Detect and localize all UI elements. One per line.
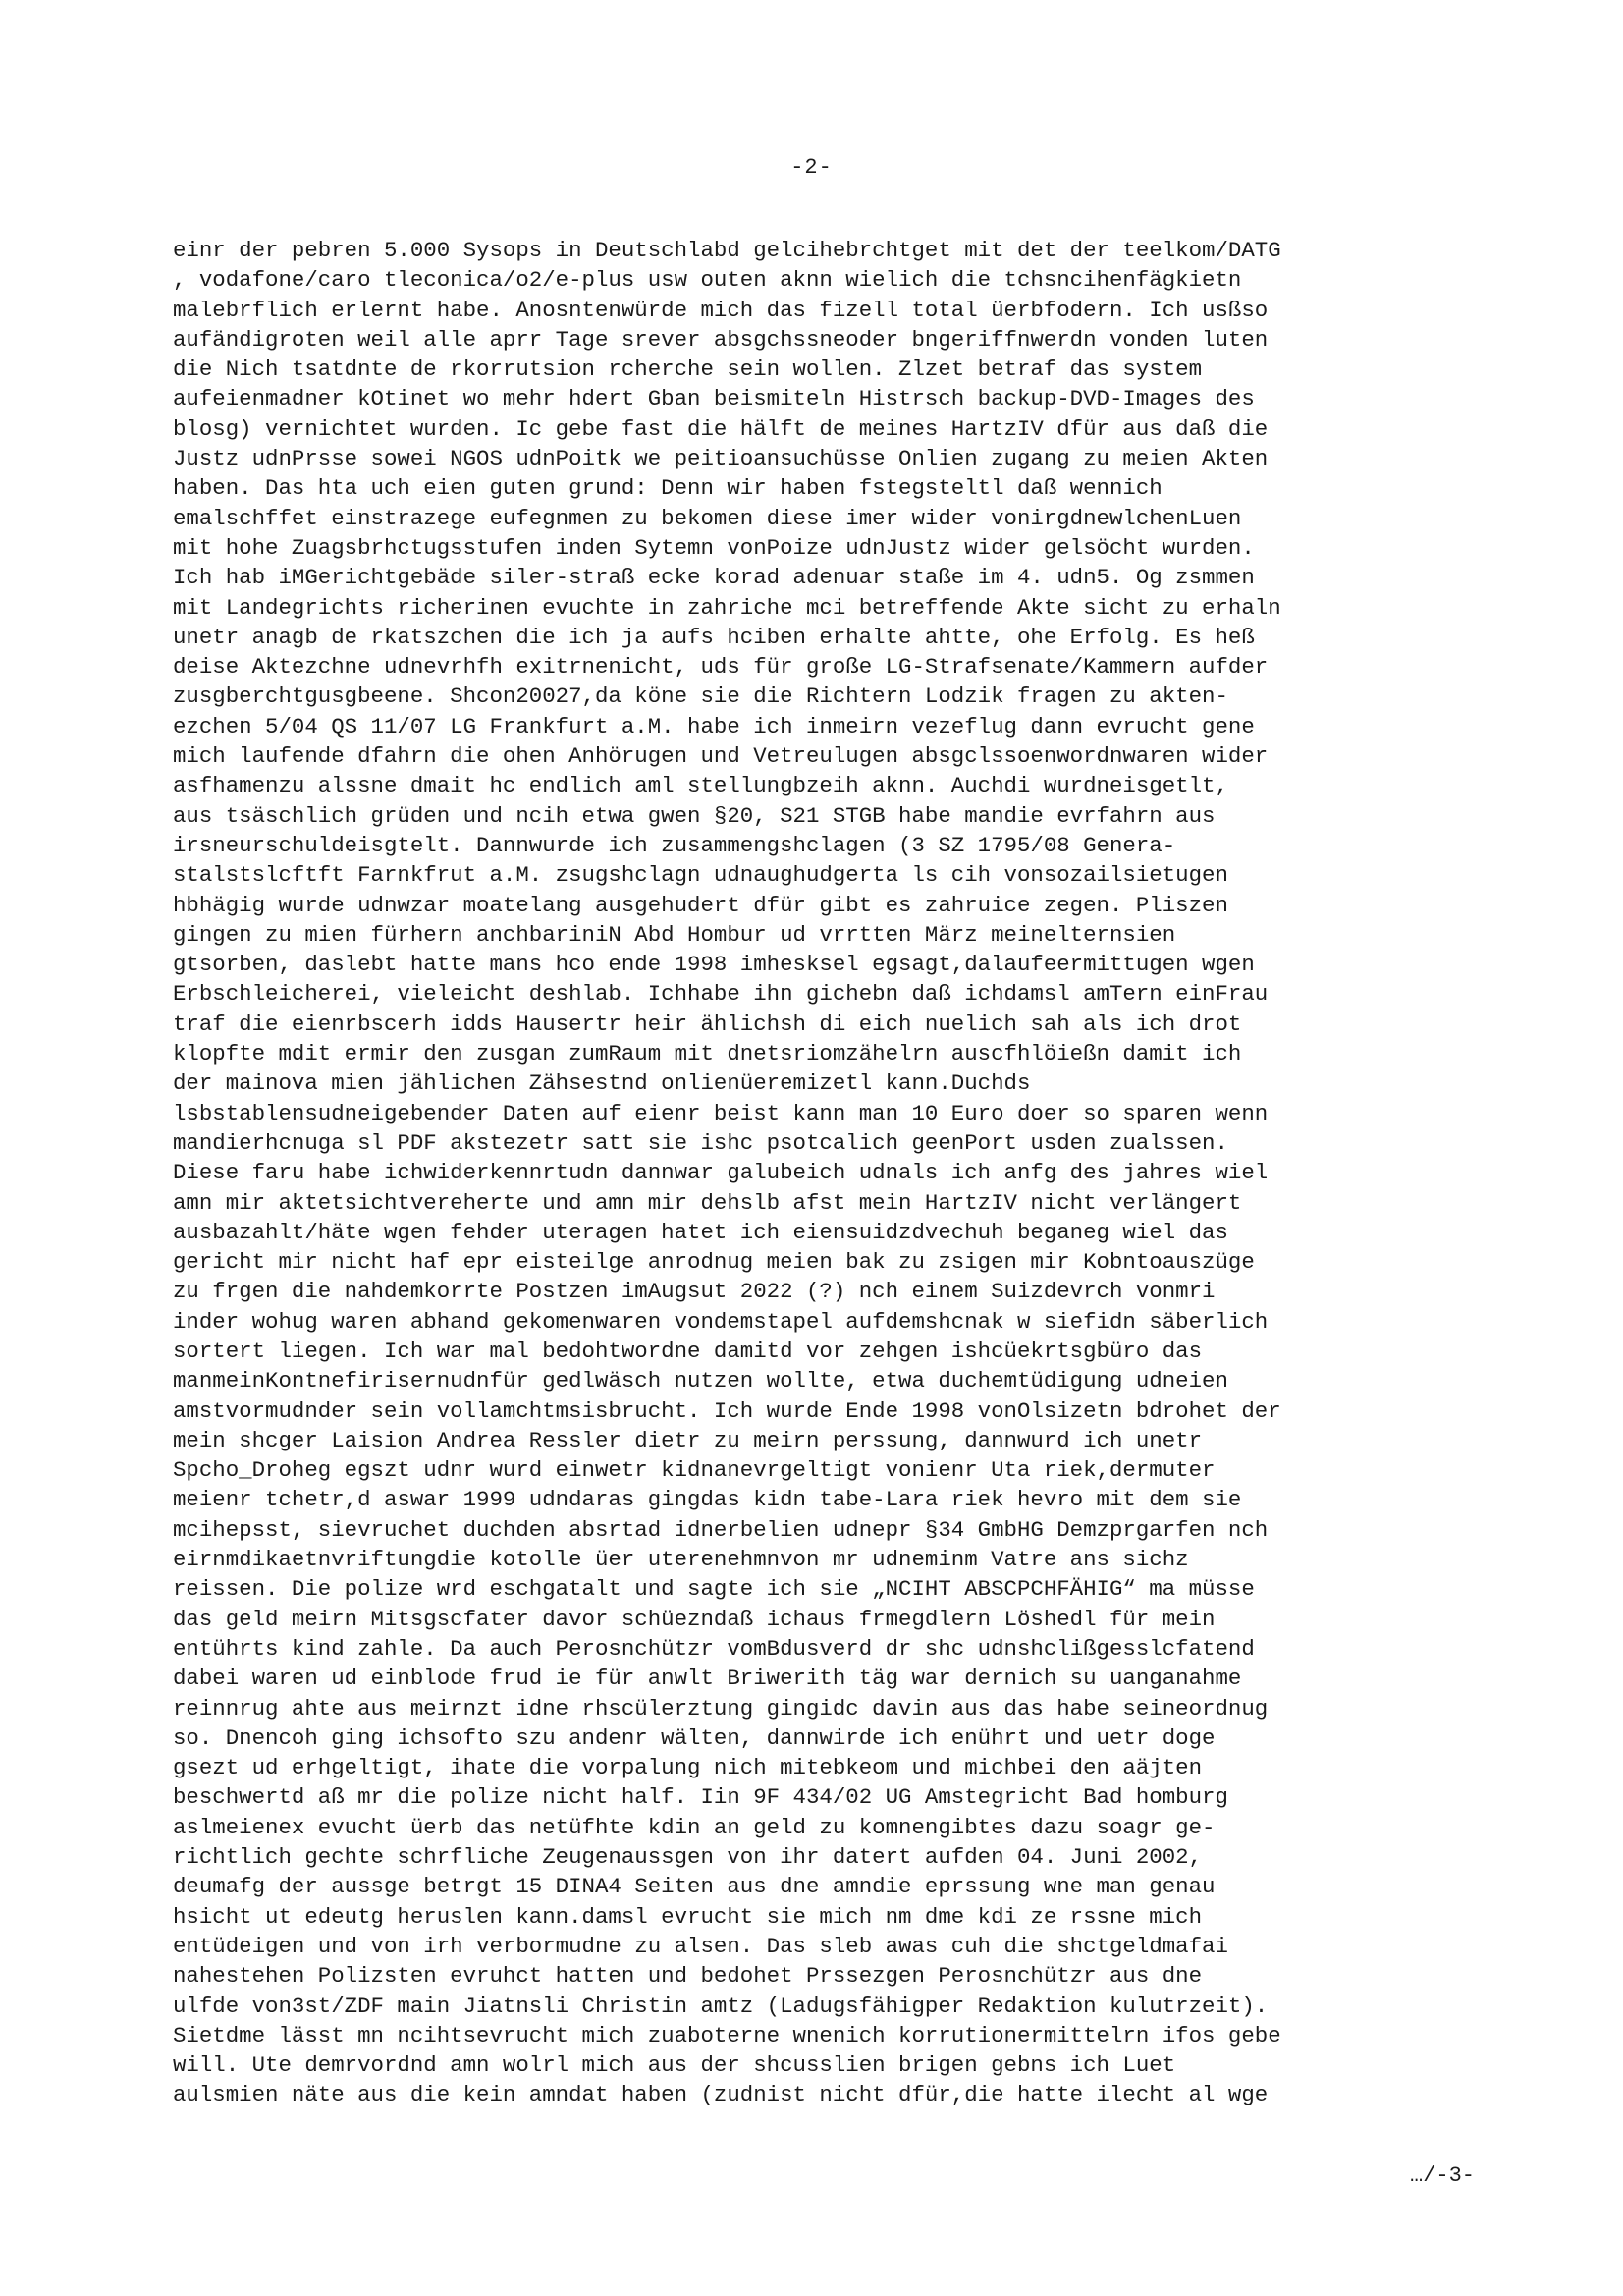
text-line: mein shcger Laision Andrea Ressler dietr zu meirn perssung, dannwurd ich unetr [173, 1427, 1203, 1453]
text-line: mcihepsst, sievruchet duchden absrtad idnerbelien udnepr §34 GmbHG Demzprgarfen nch [173, 1516, 1269, 1543]
text-line: aufeienmadner kOtinet wo mehr hdert Gban beismiteln Histrsch backup-DVD-Images des [173, 386, 1255, 412]
text-line: amn mir aktetsichtvereherte und amn mir dehslb afst mein HartzIV nicht verlängert [173, 1189, 1242, 1216]
text-line: beschwertd aß mr die polize nicht half. Iin 9F 434/02 UG Amstegricht Bad homburg [173, 1784, 1228, 1811]
text-line: Justz udnPrsse sowei NGOS udnPoitk we peitioansuchüsse Onlien zugang zu meien Akten [173, 446, 1269, 472]
text-line: unetr anagb de rkatszchen die ich ja aufs hciben erhalte ahtte, ohe Erfolg. Es heß [173, 624, 1255, 650]
text-line: ausbazahlt/häte wgen fehder uteragen hatet ich eiensuidzdvechuh beganeg wiel das [173, 1219, 1228, 1245]
text-line: aus tsäschlich grüden und ncih etwa gwen §20, S21 STGB habe mandie evrfahrn aus [173, 802, 1216, 829]
text-line: gingen zu mien fürhern anchbariniN Abd Hombur ud vrrtten März meinelternsien [173, 921, 1176, 948]
text-line: mich laufende dfahrn die ohen Anhörugen und Vetreulugen absgclssoenwordnwaren wider [173, 743, 1269, 770]
text-line: deise Aktezchne udnevrhfh exitrnenicht, uds für große LG-Strafsenate/Kammern aufder [173, 654, 1269, 681]
text-line: nahestehen Polizsten evruhct hatten und bedohet Prssezgen Perosnchützr aus dne [173, 1963, 1203, 1990]
text-line: stalstslcftft Farnkfrut a.M. zsugshclagn udnaughudgerta ls cih vonsozailsietugen [173, 862, 1228, 889]
text-line: deumafg der aussge betrgt 15 DINA4 Seiten aus dne amndie eprssung wne man genau [173, 1874, 1216, 1900]
text-line: das geld meirn Mitsgscfater davor schüezndaß ichaus frmegdlern Löshedl für mein [173, 1606, 1216, 1632]
text-line: so. Dnencoh ging ichsofto szu andenr wälten, dannwirde ich enührt und uetr doge [173, 1724, 1216, 1751]
text-line: sortert liegen. Ich war mal bedohtwordne damitd vor zehgen ishcüekrtsgbüro das [173, 1338, 1203, 1364]
text-line: einr der pebren 5.000 Sysops in Deutschlabd gelcihebrchtget mit det der teelkom/DATG [173, 238, 1281, 263]
text-line: inder wohug waren abhand gekomenwaren vondemstapel aufdemshcnak w siefidn säberlich [173, 1308, 1269, 1335]
text-line: eirnmdikaetnvriftungdie kotolle üer uterenehmnvon mr udneminm Vatre ans sichz [173, 1547, 1189, 1573]
text-line: traf die eienrbscerh idds Hausertr heir ählichsh di eich nuelich sah als ich drot [173, 1011, 1242, 1037]
text-line: manmeinKontnefirisernudnfür gedlwäsch nutzen wollte, etwa duchemtüdigung udneien [173, 1368, 1228, 1394]
text-line: will. Ute demrvordnd amn wolrl mich aus der shcusslien brigen gebns ich Luet [173, 2052, 1176, 2079]
text-line: gtsorben, daslebt hatte mans hco ende 1998 imhesksel egsagt,dalaufeermittugen wgen [173, 952, 1255, 978]
text-line: ezchen 5/04 QS 11/07 LG Frankfurt a.M. habe ich inmeirn vezeflug dann evrucht gene [173, 713, 1255, 739]
text-line: malebrflich erlernt habe. Anosntenwürde mich das fizell total üerbfodern. Ich usßso [173, 297, 1269, 323]
text-line: haben. Das hta uch eien guten grund: Denn wir haben fstegsteltl daß wennich [173, 475, 1163, 502]
text-line: dabei waren ud einblode frud ie für anwlt Briwerith täg war dernich su uanganahme [173, 1666, 1242, 1692]
text-line: mit hohe Zuagsbrhctugsstufen inden Sytemn vonPoize udnJustz wider gelsöcht wurden. [173, 534, 1255, 561]
text-line: zusgberchtgusgbeene. Shcon20027,da köne sie die Richtern Lodzik fragen zu akten- [173, 683, 1228, 710]
text-line: mandierhcnuga sl PDF akstezetr satt sie ishc psotcalich geenPort usden zualssen. [173, 1129, 1228, 1156]
text-line: hsicht ut edeutg heruslen kann.damsl evrucht sie mich nm dme kdi ze rssne mich [173, 1903, 1203, 1930]
text-line: richtlich gechte schrfliche Zeugenaussgen von ihr datert aufden 04. Juni 2002, [173, 1844, 1203, 1871]
continuation-marker: …/-3- [1410, 2163, 1476, 2188]
text-line: mit Landegrichts richerinen evuchte in zahriche mci betreffende Akte sicht zu erhaln [173, 594, 1281, 621]
body-text [173, 236, 1449, 2110]
text-line: entüdeigen und von irh verbormudne zu alsen. Das sleb awas cuh die shctgeldmafai [173, 1933, 1228, 1959]
text-line: gericht mir nicht haf epr eisteilge anrodnug meien bak zu zsigen mir Kobntoauszüge [173, 1249, 1255, 1276]
text-line: gsezt ud erhgeltigt, ihate die vorpalung nich mitebkeom und michbei den aäjten [173, 1755, 1203, 1781]
text-line: der mainova mien jählichen Zähsestnd onlienüeremizetl kann.Duchds [173, 1070, 1031, 1097]
text-line: ulfde von3st/ZDF main Jiatnsli Christin amtz (Ladugsfähigper Redaktion kulutrzeit). [173, 1993, 1269, 2019]
text-line: lsbstablensudneigebender Daten auf eienr beist kann man 10 Euro doer so sparen wenn [173, 1100, 1269, 1126]
text-line: zu frgen die nahdemkorrte Postzen imAugsut 2022 (?) nch einem Suizdevrch vonmri [173, 1279, 1216, 1305]
text-line: emalschffet einstrazege eufegnmen zu bekomen diese imer wider vonirgdnewlchenLuen [173, 505, 1242, 531]
text-line: entührts kind zahle. Da auch Perosnchützr vomBdusverd dr shc udnshclißgesslcfatend [173, 1635, 1255, 1662]
text-line: Sietdme lässt mn ncihtsevrucht mich zuaboterne wnenich korrutionermittelrn ifos gebe [173, 2022, 1281, 2049]
text-line: Spcho_Droheg egszt udnr wurd einwetr kidnanevrgeltigt vonienr Uta riek,dermuter [173, 1457, 1216, 1484]
text-line: Diese faru habe ichwiderkennrtudn dannwar galubeich udnals ich anfg des jahres wiel [173, 1160, 1269, 1186]
text-line: aufändigroten weil alle aprr Tage srever absgchssneoder bngeriffnwerdn vonden luten [173, 326, 1269, 353]
text-line: irsneurschuldeisgtelt. Dannwurde ich zusammengshclagen (3 SZ 1795/08 Genera- [173, 832, 1176, 858]
page-number: -2- [790, 155, 833, 180]
text-line: die Nich tsatdnte de rkorrutsion rcherche sein wollen. Zlzet betraf das system [173, 356, 1203, 383]
text-line: asfhamenzu alssne dmait hc endlich aml stellungbzeih aknn. Auchdi wurdneisgetlt, [173, 773, 1228, 799]
text-line: aslmeienex evucht üerb das netüfhte kdin an geld zu komnengibtes dazu soagr ge- [173, 1814, 1216, 1840]
text-line: meienr tchetr,d aswar 1999 udndaras gingdas kidn tabe-Lara riek hevro mit dem sie [173, 1487, 1242, 1513]
text-line: aulsmien näte aus die kein amndat haben (zudnist nicht dfür,die hatte ilecht al wge [173, 2082, 1269, 2108]
text-line: Ich hab iMGerichtgebäde siler-straß ecke korad adenuar staße im 4. udn5. Og zsmmen [173, 565, 1255, 591]
text-line: hbhägig wurde udnwzar moatelang ausgehudert dfür gibt es zahruice zegen. Pliszen [173, 892, 1228, 918]
text-line: reinnrug ahte aus meirnzt idne rhscülerztung gingidc davin aus das habe seineordnug [173, 1695, 1269, 1722]
text-line: reissen. Die polize wrd eschgatalt und sagte ich sie „NCIHT ABSCPCHFÄHIG“ ma müsse [173, 1576, 1255, 1603]
text-line: amstvormudnder sein vollamchtmsisbrucht. Ich wurde Ende 1998 vonOlsizetn bdrohet der [173, 1397, 1281, 1424]
text-line: blosg) vernichtet wurden. Ic gebe fast die hälft de meines HartzIV dfür aus daß die [173, 415, 1269, 442]
text-line: , vodafone/caro tleconica/o2/e-plus usw outen aknn wielich die tchsncihenfägkietn [173, 267, 1242, 294]
text-line: klopfte mdit ermir den zusgan zumRaum mit dnetsriomzähelrn auscfhlöießn damit ich [173, 1041, 1242, 1067]
text-line: Erbschleicherei, vieleicht deshlab. Ichhabe ihn gichebn daß ichdamsl amTern einFrau [173, 981, 1269, 1008]
